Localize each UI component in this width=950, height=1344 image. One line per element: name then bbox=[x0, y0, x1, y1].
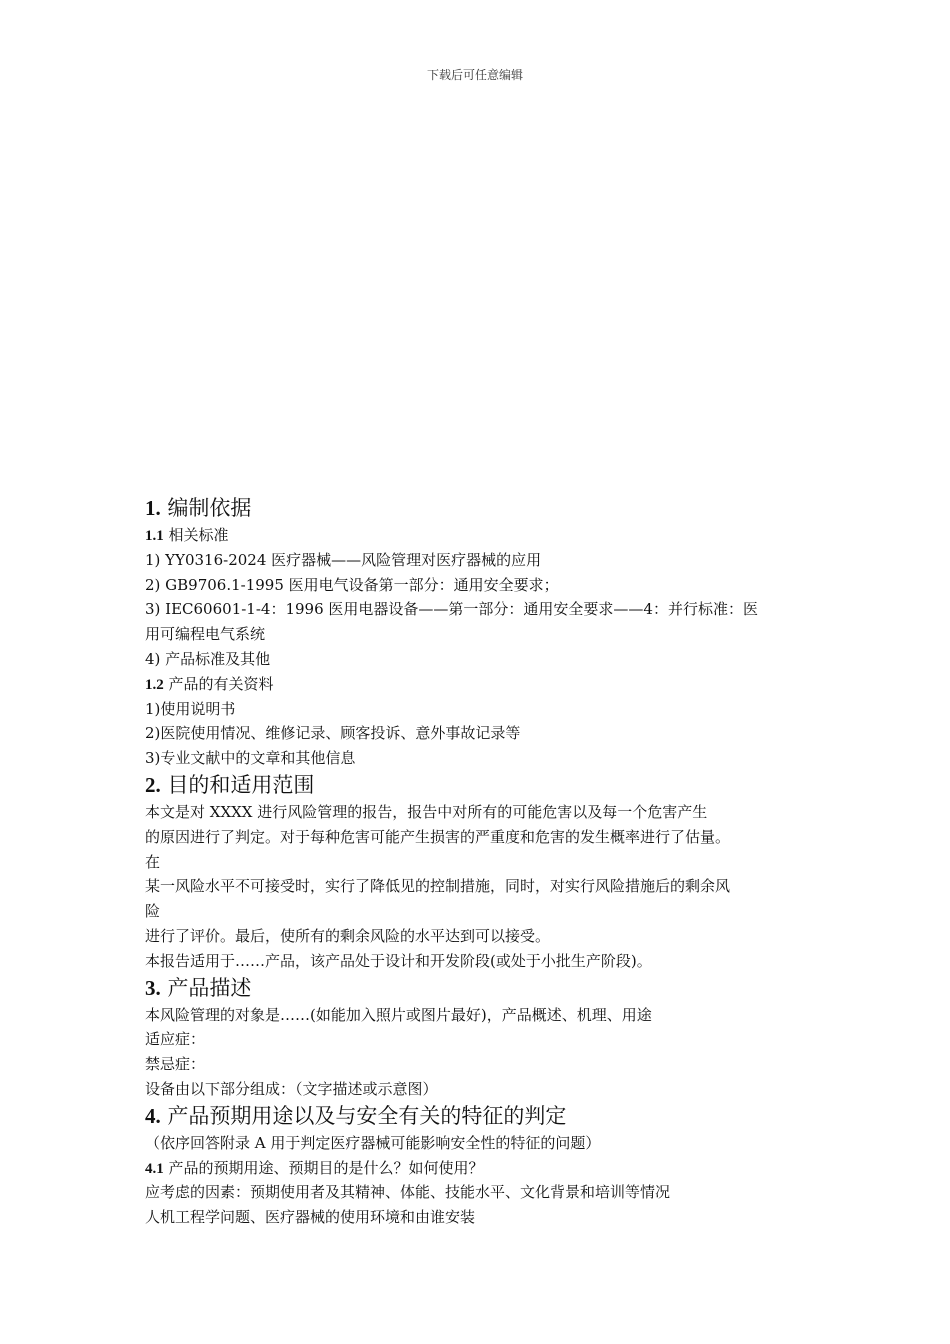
paragraph-line: 设备由以下部分组成：（文字描述或示意图） bbox=[145, 1079, 438, 1098]
paragraph-line: 人机工程学问题、医疗器械的使用环境和由谁安装 bbox=[145, 1208, 476, 1227]
section-number: 2. bbox=[145, 772, 161, 797]
paragraph-line: 的原因进行了判定。对于每种危害可能产生损害的严重度和危害的发生概率进行了估量。 bbox=[145, 827, 731, 846]
subsection-heading bbox=[145, 523, 805, 548]
paragraph-line: 进行了评价。最后，使所有的剩余风险的水平达到可以接受。 bbox=[145, 926, 551, 945]
list-item: 3) IEC60601-1-4：1996 医用电器设备——第一部分：通用安全要求——4：并行标准：医 bbox=[145, 600, 758, 619]
section-intro: （依序回答附录 A 用于判定医疗器械可能影响安全性的特征的问题） bbox=[145, 1133, 601, 1152]
section-number: 1. bbox=[145, 496, 161, 520]
paragraph-line: 应考虑的因素：预期使用者及其精神、体能、技能水平、文化背景和培训等情况 bbox=[145, 1183, 671, 1202]
paragraph-line: 禁忌症： bbox=[145, 1055, 206, 1074]
list-item: 1)使用说明书 bbox=[145, 699, 236, 718]
section-heading bbox=[145, 771, 805, 800]
subsection-number: 1.1 bbox=[145, 528, 164, 544]
paragraph-line: 本报告适用于……产品，该产品处于设计和开发阶段(或处于小批生产阶段)。 bbox=[145, 951, 652, 970]
list-item: 用可编程电气系统 bbox=[145, 625, 266, 644]
document-body bbox=[145, 494, 805, 1230]
section-title: 目的和适用范围 bbox=[167, 772, 315, 797]
subsection-title: 相关标准 bbox=[168, 526, 229, 544]
section-heading bbox=[145, 494, 805, 523]
paragraph-line: 本风险管理的对象是……(如能加入照片或图片最好)，产品概述、机理、用途 bbox=[145, 1005, 652, 1024]
section-heading bbox=[145, 1102, 805, 1131]
list-item: 3)专业文献中的文章和其他信息 bbox=[145, 749, 356, 768]
list-item: 4) 产品标准及其他 bbox=[145, 649, 271, 668]
subsection-title: 产品的预期用途、预期目的是什么？如何使用？ bbox=[168, 1158, 484, 1177]
section-title: 产品预期用途以及与安全有关的特征的判定 bbox=[167, 1103, 567, 1128]
section-heading bbox=[145, 974, 805, 1003]
paragraph-line: 在 bbox=[145, 852, 161, 871]
section-title: 产品描述 bbox=[167, 975, 252, 1000]
section-number: 3. bbox=[145, 975, 161, 1000]
list-item: 2)医院使用情况、维修记录、顾客投诉、意外事故记录等 bbox=[145, 724, 521, 743]
subsection-title: 产品的有关资料 bbox=[168, 674, 274, 693]
subsection-number: 4.1 bbox=[145, 1160, 164, 1177]
subsection-number: 1.2 bbox=[145, 676, 164, 693]
section-number: 4. bbox=[145, 1103, 161, 1128]
paragraph-line: 适应症： bbox=[145, 1030, 206, 1049]
list-item: 2) GB9706.1-1995 医用电气设备第一部分：通用安全要求； bbox=[145, 575, 559, 594]
list-item: 1) YY0316-2024 医疗器械——风险管理对医疗器械的应用 bbox=[145, 550, 542, 569]
page-header-note: 下载后可任意编辑 bbox=[426, 68, 523, 82]
section-title: 编制依据 bbox=[167, 496, 252, 520]
paragraph-line: 险 bbox=[145, 902, 161, 921]
subsection-heading bbox=[145, 1156, 805, 1181]
subsection-heading bbox=[145, 672, 805, 697]
paragraph-line: 某一风险水平不可接受时，实行了降低见的控制措施，同时，对实行风险措施后的剩余风 bbox=[145, 877, 731, 896]
paragraph-line: 本文是对 XXXX 进行风险管理的报告，报告中对所有的可能危害以及每一个危害产生 bbox=[145, 802, 708, 821]
